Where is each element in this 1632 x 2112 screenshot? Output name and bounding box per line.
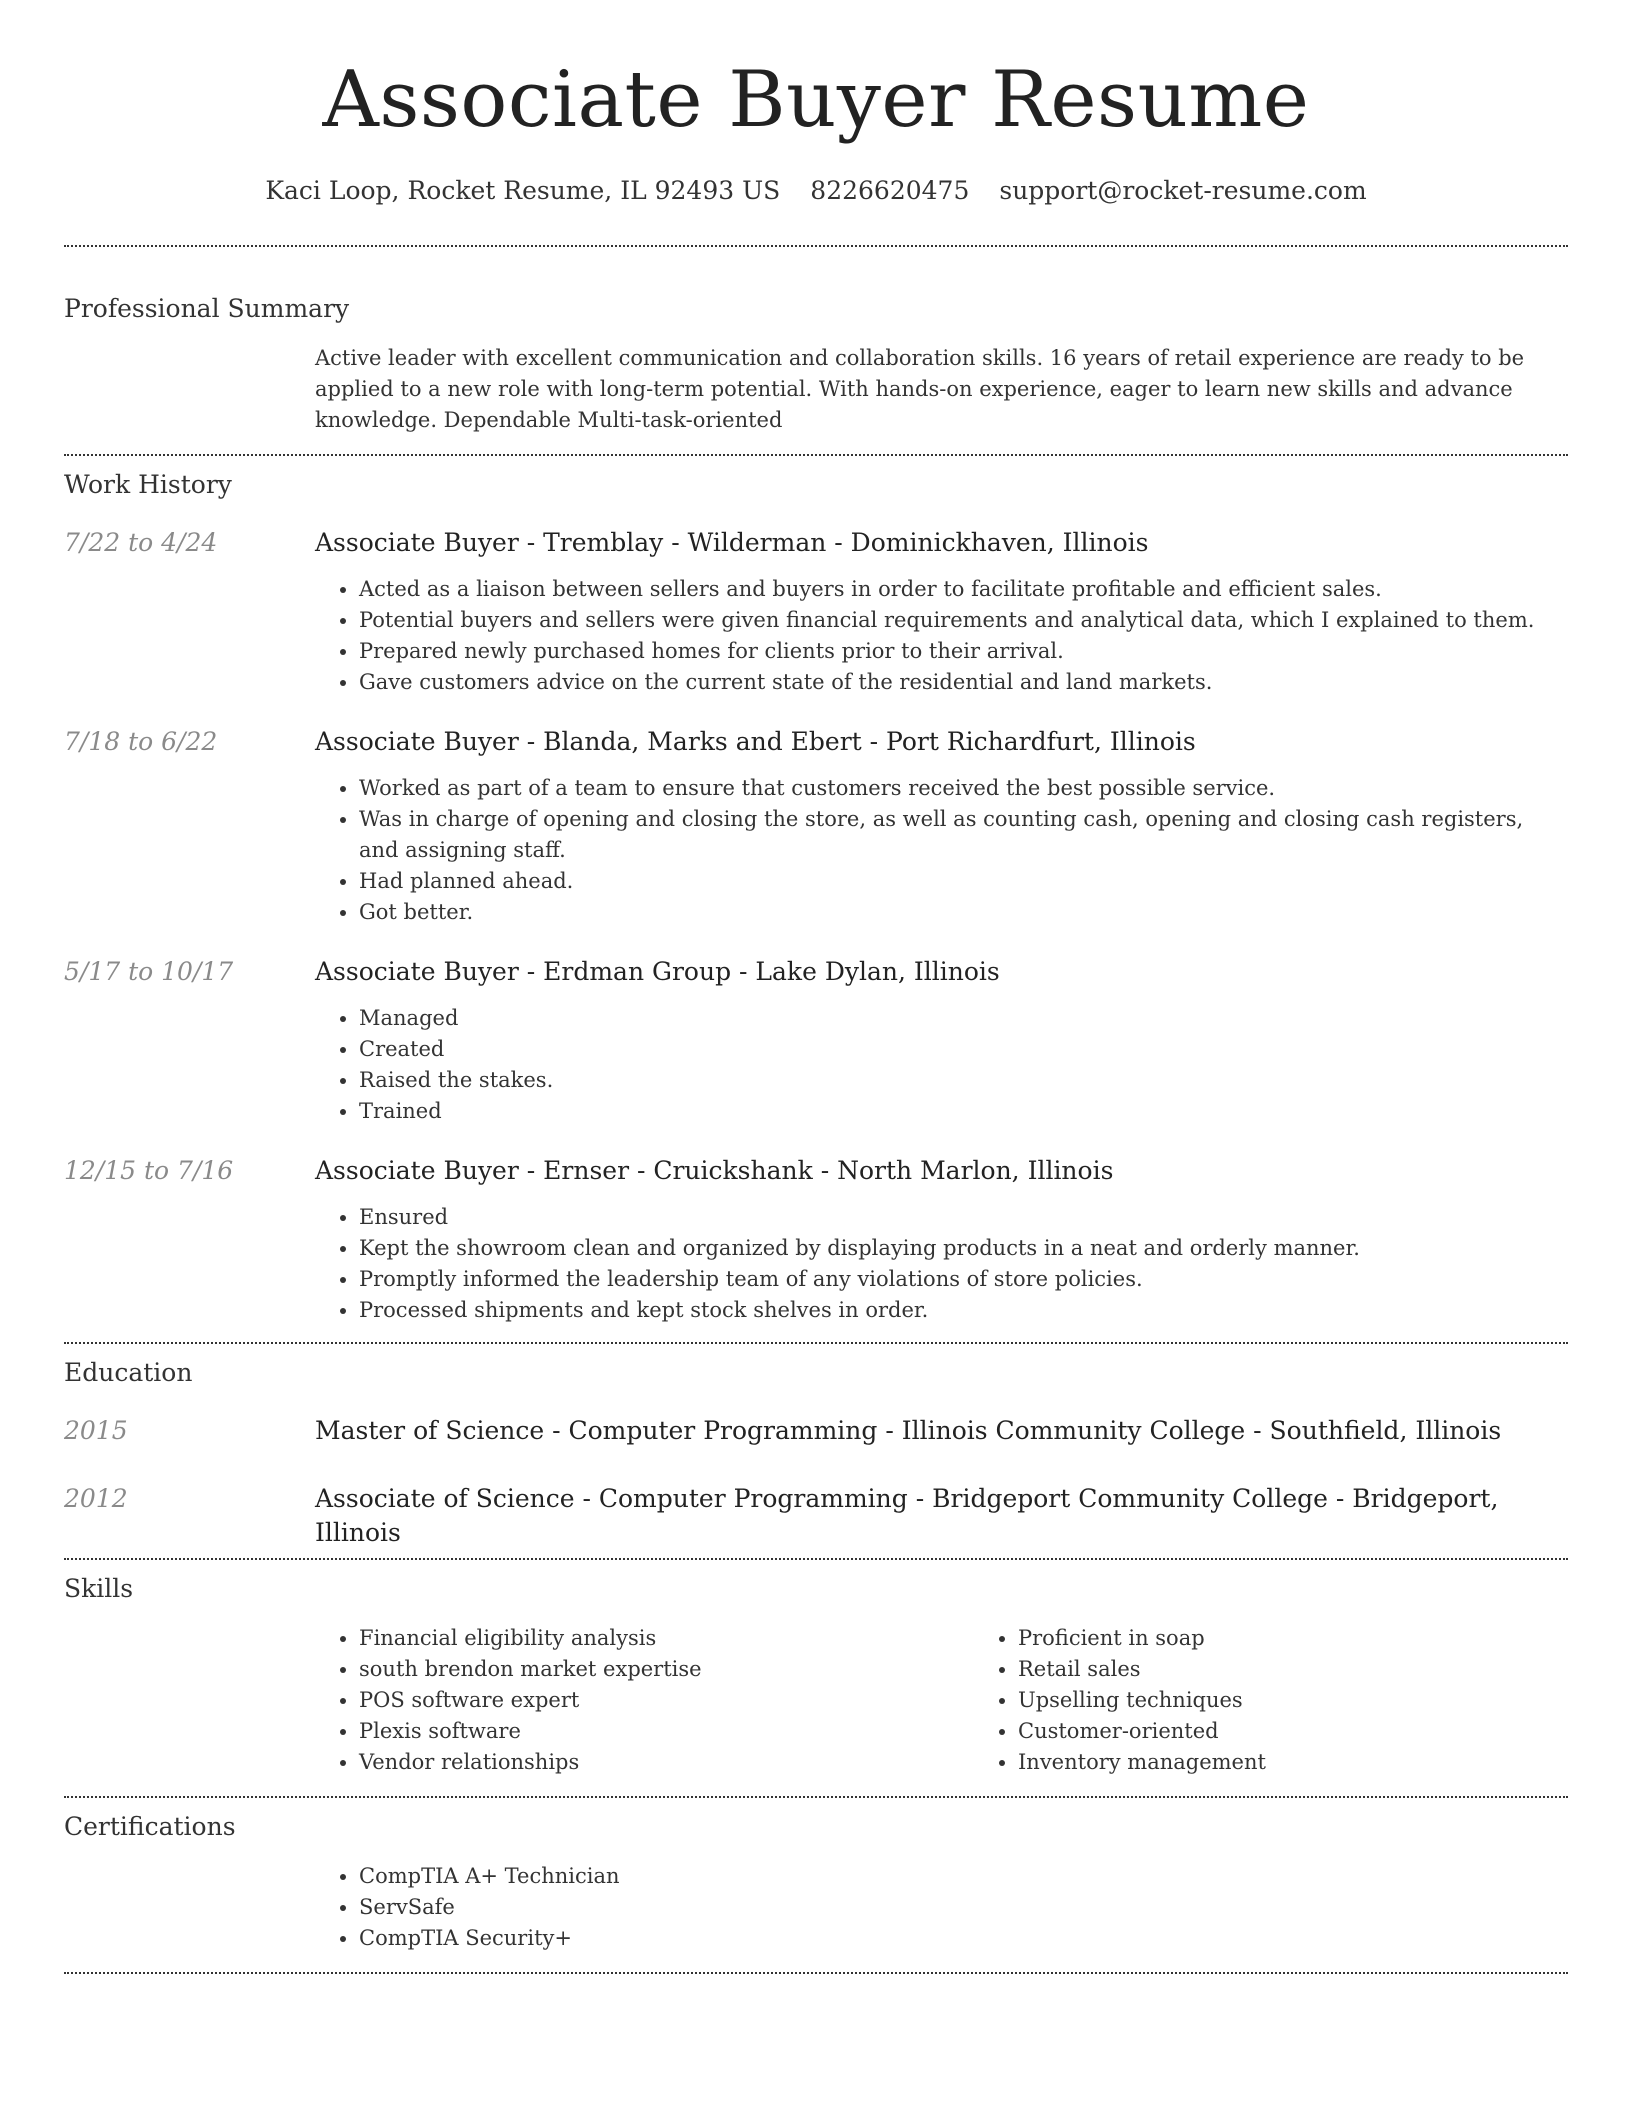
- job-bullet: • Trained: [359, 1096, 1568, 1127]
- job-title: Associate Buyer - Tremblay - Wilderman - Dominickhaven, Illinois: [315, 528, 1149, 557]
- summary-heading: Professional Summary: [64, 294, 350, 323]
- job-title: Associate Buyer - Erdman Group - Lake Dylan, Illinois: [315, 957, 1000, 986]
- skills-row: [64, 1623, 1568, 1778]
- job-content: [315, 526, 1568, 698]
- certifications-row: [64, 1861, 1568, 1954]
- job-entry: [64, 1154, 1568, 1326]
- work-history-heading: Work History: [64, 470, 232, 499]
- contact-phone: 8226620475: [810, 176, 970, 205]
- job-dates: 7/22 to 4/24: [64, 528, 218, 557]
- job-bullet: • Had planned ahead.: [359, 866, 1568, 897]
- skill-item: • Plexis software: [359, 1716, 974, 1747]
- divider: [64, 1972, 1568, 1974]
- job-bullet: • Potential buyers and sellers were given financial requirements and analytical data, which I explained to them.: [359, 605, 1568, 636]
- job-bullet: • Worked as part of a team to ensure that customers received the best possible service.: [359, 773, 1568, 804]
- job-bullets: [315, 1202, 1568, 1326]
- job-bullet: • Created: [359, 1034, 1568, 1065]
- skill-item: • Upselling techniques: [1018, 1685, 1632, 1716]
- job-bullet: • Was in charge of opening and closing the store, as well as counting cash, opening and closing cash registers, and assigning staff.: [359, 804, 1568, 866]
- job-bullet: • Prepared newly purchased homes for clients prior to their arrival.: [359, 636, 1568, 667]
- job-entry: [64, 725, 1568, 928]
- skills-list-left: [315, 1623, 974, 1778]
- education-entry: [64, 1414, 1568, 1448]
- contact-address: Kaci Loop, Rocket Resume, IL 92493 US: [265, 176, 781, 205]
- education-year: 2012: [64, 1484, 128, 1513]
- job-entry: [64, 526, 1568, 698]
- job-entry: [64, 955, 1568, 1127]
- job-bullet: • Ensured: [359, 1202, 1568, 1233]
- job-content: [315, 955, 1568, 1127]
- skills-heading: Skills: [64, 1574, 134, 1603]
- education-degree: Master of Science - Computer Programming: [315, 1416, 878, 1445]
- skill-item: • Inventory management: [1018, 1747, 1632, 1778]
- skill-item: • Customer-oriented: [1018, 1716, 1632, 1747]
- job-content: [315, 725, 1568, 928]
- certification-item: • CompTIA Security+: [359, 1923, 1568, 1954]
- divider: [64, 1558, 1568, 1560]
- education-school: - Illinois Community College - Southfield, Illinois: [877, 1416, 1502, 1445]
- job-bullet: • Got better.: [359, 897, 1568, 928]
- job-bullets: [315, 574, 1568, 698]
- job-bullet: • Managed: [359, 1003, 1568, 1034]
- skills-columns: [315, 1623, 1568, 1778]
- job-content: [315, 1154, 1568, 1326]
- job-bullet: • Acted as a liaison between sellers and buyers in order to facilitate profitable and efficient sales.: [359, 574, 1568, 605]
- skill-item: • Retail sales: [1018, 1654, 1632, 1685]
- job-bullet: • Promptly informed the leadership team of any violations of store policies.: [359, 1264, 1568, 1295]
- divider: [64, 1342, 1568, 1344]
- education-section: [64, 1356, 1568, 1550]
- resume-title: Associate Buyer Resume: [322, 55, 1310, 145]
- education-title: [315, 1414, 1568, 1448]
- contact-line: [64, 174, 1568, 208]
- job-bullet: • Raised the stakes.: [359, 1065, 1568, 1096]
- certifications-section: [64, 1810, 1568, 1954]
- skills-section: [64, 1572, 1568, 1778]
- skill-item: • Financial eligibility analysis: [359, 1623, 974, 1654]
- job-bullets: [315, 1003, 1568, 1127]
- education-title: [315, 1482, 1568, 1550]
- certifications-content: [315, 1861, 1568, 1954]
- education-school: - Bridgeport Community College - Bridgeport, Illinois: [315, 1484, 1499, 1547]
- skill-item: • POS software expert: [359, 1685, 974, 1716]
- certification-item: • ServSafe: [359, 1892, 1568, 1923]
- job-bullets: [315, 773, 1568, 928]
- job-bullet: • Processed shipments and kept stock shelves in order.: [359, 1295, 1568, 1326]
- job-dates: 12/15 to 7/16: [64, 1156, 234, 1185]
- divider: [64, 245, 1568, 247]
- skills-list-right: [974, 1623, 1632, 1778]
- divider: [64, 454, 1568, 456]
- certifications-list: [315, 1861, 1568, 1954]
- summary-section: [64, 292, 1568, 436]
- job-bullet: • Gave customers advice on the current state of the residential and land markets.: [359, 667, 1568, 698]
- summary-text: Active leader with excellent communication and collaboration skills. 16 years of retail experience are ready to be applied to a new role with long-term potential. With hands-on experience, eager to learn new skills and advance knowledge. Dependable Multi-task-oriented: [315, 346, 1525, 432]
- education-degree: Associate of Science - Computer Programming: [315, 1484, 908, 1513]
- education-year: 2015: [64, 1416, 128, 1445]
- job-dates: 7/18 to 6/22: [64, 727, 218, 756]
- contact-email: support@rocket-resume.com: [999, 176, 1367, 205]
- certifications-heading: Certifications: [64, 1812, 236, 1841]
- education-heading: Education: [64, 1358, 193, 1387]
- job-title: Associate Buyer - Blanda, Marks and Ebert - Port Richardfurt, Illinois: [315, 727, 1196, 756]
- certification-item: • CompTIA A+ Technician: [359, 1861, 1568, 1892]
- job-bullet: • Kept the showroom clean and organized by displaying products in a neat and orderly manner.: [359, 1233, 1568, 1264]
- summary-row: [64, 343, 1568, 436]
- skill-item: • Proficient in soap: [1018, 1623, 1632, 1654]
- skill-item: • south brendon market expertise: [359, 1654, 974, 1685]
- job-dates: 5/17 to 10/17: [64, 957, 234, 986]
- work-history-section: [64, 468, 1568, 1326]
- education-entry: [64, 1482, 1568, 1550]
- skill-item: • Vendor relationships: [359, 1747, 974, 1778]
- divider: [64, 1796, 1568, 1798]
- job-title: Associate Buyer - Ernser - Cruickshank - North Marlon, Illinois: [315, 1156, 1114, 1185]
